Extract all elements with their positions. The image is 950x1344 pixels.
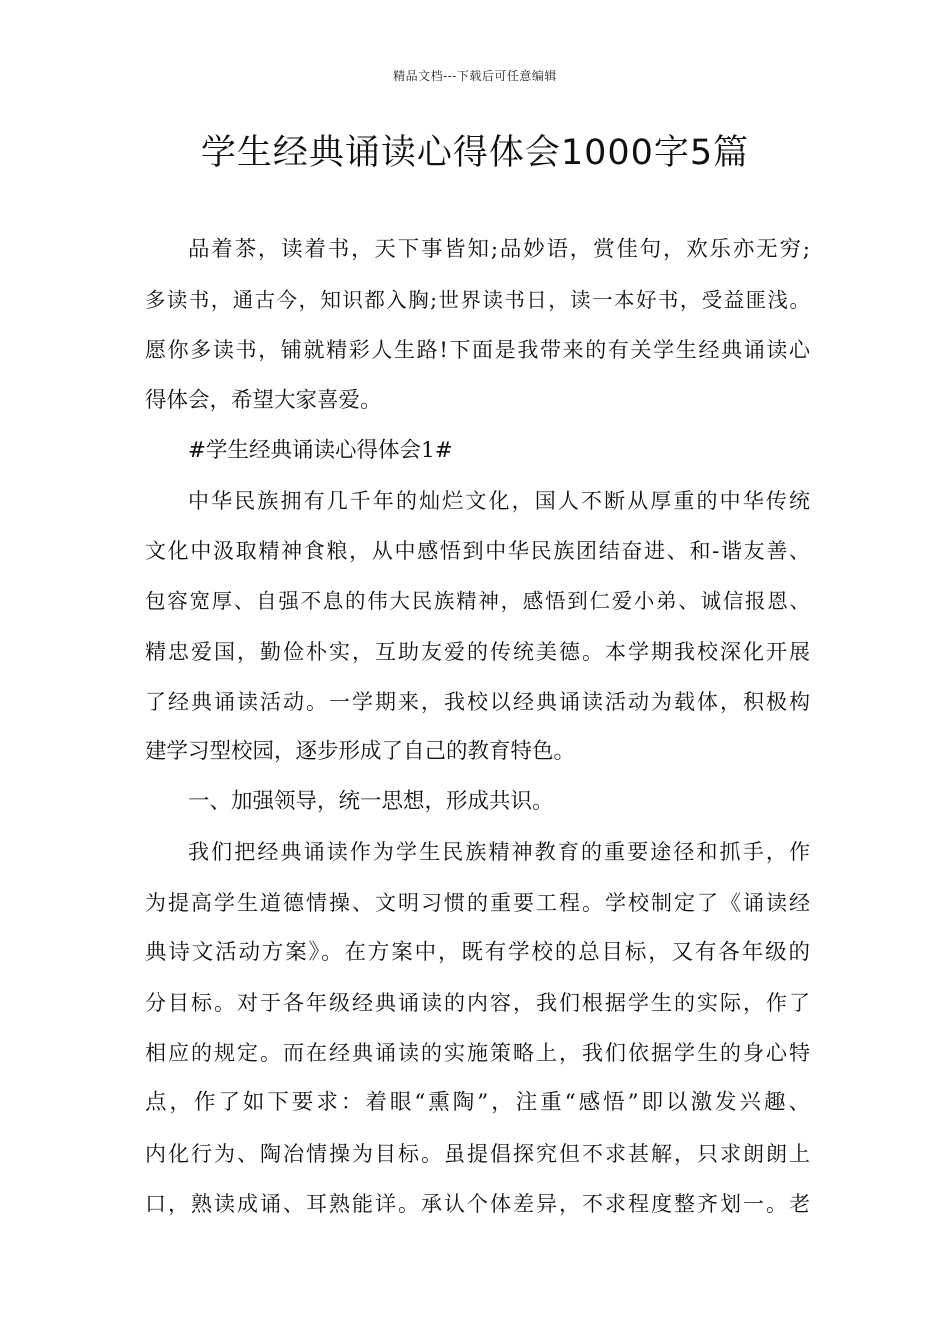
text-line: 品着茶，读着书，天下事皆知;品妙语，赏佳句，欢乐亦无穷; xyxy=(188,237,810,262)
text-line: #学生经典诵读心得体会1# xyxy=(188,437,453,463)
document-title: 学生经典诵读心得体会1000字5篇 xyxy=(200,133,750,173)
section-heading xyxy=(145,426,810,476)
text-line: 分目标。对于各年级经典诵读的内容，我们根据学生的实际，作了 xyxy=(145,991,810,1016)
text-line: 精忠爱国，勤俭朴实，互助友爱的传统美德。本学期我校深化开展 xyxy=(145,639,810,664)
text-line: 口，熟读成诵、耳熟能详。承认个体差异，不求程度整齐划一。老 xyxy=(145,1191,810,1216)
text-line: 建学习型校园，逐步形成了自己的教育特色。 xyxy=(145,739,576,765)
text-line: 了经典诵读活动。一学期来，我校以经典诵读活动为载体，积极构 xyxy=(145,689,810,714)
paragraph-intro xyxy=(145,225,810,426)
text-line: 相应的规定。而在经典诵读的实施策略上，我们依据学生的身心特 xyxy=(145,1041,810,1066)
text-line: 点，作了如下要求：着眼“熏陶”，注重“感悟”即以激发兴趣、 xyxy=(145,1090,810,1116)
text-line: 我们把经典诵读作为学生民族精神教育的重要途径和抓手，作 xyxy=(188,840,810,865)
text-line: 多读书，通古今，知识都入胸;世界读书日，读一本好书，受益匪浅。 xyxy=(145,288,810,313)
text-line: 内化行为、陶冶情操为目标。虽提倡探究但不求甚解，只求朗朗上 xyxy=(145,1141,810,1166)
text-line: 愿你多读书，铺就精彩人生路!下面是我带来的有关学生经典诵读心 xyxy=(145,338,810,363)
text-line: 一、加强领导，统一思想，形成共识。 xyxy=(188,789,554,815)
text-line: 得体会，希望大家喜爱。 xyxy=(145,387,382,413)
document-body xyxy=(145,225,810,1229)
paragraph-body xyxy=(145,827,810,1229)
paragraph-body xyxy=(145,476,810,777)
text-line: 典诗文活动方案》。在方案中，既有学校的总目标，又有各年级的 xyxy=(145,939,810,965)
text-line: 中华民族拥有几千年的灿烂文化，国人不断从厚重的中华传统 xyxy=(188,489,810,514)
subheading xyxy=(145,777,810,827)
text-line: 为提高学生道德情操、文明习惯的重要工程。学校制定了《诵读经 xyxy=(145,890,810,915)
text-line: 文化中汲取精神食粮，从中感悟到中华民族团结奋进、和-谐友善、 xyxy=(145,539,810,564)
text-line: 包容宽厚、自强不息的伟大民族精神，感悟到仁爱小弟、诚信报恩、 xyxy=(145,589,810,614)
header-note: 精品文档---下载后可任意编辑 xyxy=(393,69,557,83)
